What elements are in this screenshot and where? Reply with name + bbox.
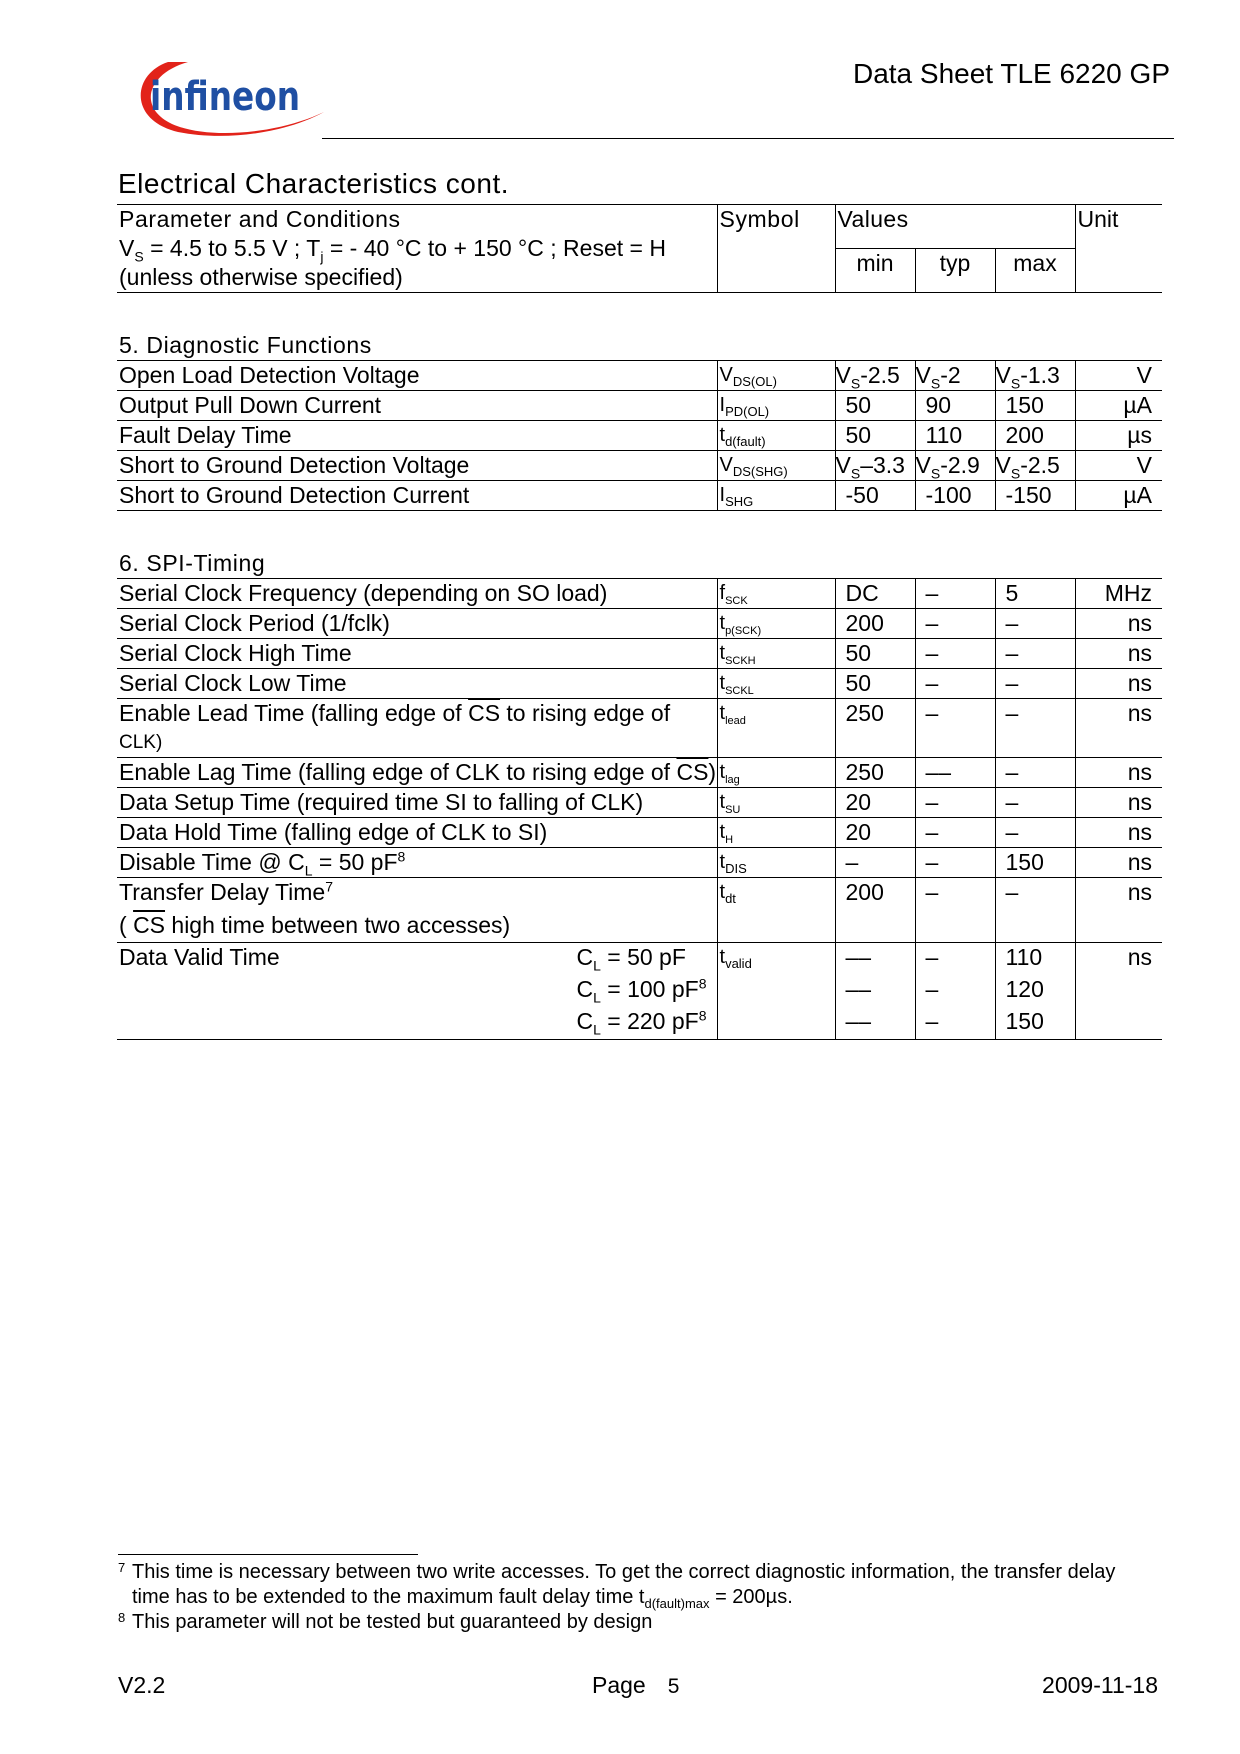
header-parameter-label: Parameter and Conditions xyxy=(119,206,401,232)
symbol-cell: $t_{dt}$ xyxy=(717,878,835,943)
max-cell: – xyxy=(995,788,1075,818)
param-cell: Serial Clock Low Time xyxy=(117,669,717,699)
page-number: 5 xyxy=(667,1675,680,1698)
load-conditions: $C_L = 50$ pF $C_L = 100$ $pF^8$ $C_L = 220$ $pF^8$ xyxy=(576,944,707,1038)
min-cell: 200 xyxy=(835,609,915,639)
header-max: max xyxy=(995,249,1075,293)
max-cell: 150 xyxy=(995,848,1075,878)
typ-cell: – xyxy=(915,609,995,639)
max-cell: – xyxy=(995,639,1075,669)
unit-cell: µs xyxy=(1075,421,1162,451)
header-min: min xyxy=(835,249,915,293)
unit-cell: V xyxy=(1075,361,1162,391)
param-cell: Short to Ground Detection Current xyxy=(117,481,717,511)
typ-cell: – xyxy=(915,579,995,609)
table-row xyxy=(117,639,1162,669)
footnotes xyxy=(118,1560,1178,1635)
table-row-data-valid xyxy=(117,943,1162,1040)
table-row xyxy=(117,818,1162,848)
unit-cell: ns xyxy=(1075,848,1162,878)
table-row xyxy=(117,699,1162,758)
header-values: Values xyxy=(835,205,1075,249)
unit-cell: ns xyxy=(1075,758,1162,788)
section-title: Electrical Characteristics cont. xyxy=(118,168,510,199)
section-heading-diagnostic: 5. Diagnostic Functions xyxy=(117,293,1162,361)
min-cell: DC xyxy=(835,579,915,609)
spi-rows xyxy=(117,579,1162,699)
param-cell: Enable Lead Time (falling edge of $\overline{CS}$ to rising edge of CLK) xyxy=(117,699,717,758)
param-cell: Serial Clock Period (1/fclk) xyxy=(117,609,717,639)
document-title: Data Sheet TLE 6220 GP xyxy=(852,58,1170,89)
max-cell: 5 xyxy=(995,579,1075,609)
table-row xyxy=(117,361,1162,391)
spi-rows-2 xyxy=(117,788,1162,848)
max-cell: – xyxy=(995,609,1075,639)
max-cell: – xyxy=(995,878,1075,943)
typ-cell: – xyxy=(915,878,995,943)
typ-cell: –– xyxy=(915,758,995,788)
unit-cell: ns xyxy=(1075,639,1162,669)
typ-cell: $V_S-2.9$ xyxy=(915,451,995,481)
table-row xyxy=(117,758,1162,788)
table-row xyxy=(117,481,1162,511)
unit-cell: µA xyxy=(1075,391,1162,421)
symbol-cell: $t_{SCKL}$ xyxy=(717,669,835,699)
min-cell: 50 xyxy=(835,391,915,421)
table-row xyxy=(117,669,1162,699)
min-cell: 50 xyxy=(835,669,915,699)
table-row xyxy=(117,421,1162,451)
max-cell: 200 xyxy=(995,421,1075,451)
unit-cell: ns xyxy=(1075,699,1162,758)
section-row-diagnostic xyxy=(117,293,1162,361)
section-row-spi xyxy=(117,511,1162,579)
min-cell: -50 xyxy=(835,481,915,511)
unit-cell: MHz xyxy=(1075,579,1162,609)
param-cell: Data Valid Time $C_L = 50$ pF $C_L = 100$ $pF^8$ $C_L = 220$ $pF^8$ xyxy=(117,943,717,1040)
symbol-cell: $t_{lag}$ xyxy=(717,758,835,788)
min-cell: $V_S-3.3$ xyxy=(835,451,915,481)
symbol-cell: $t_{p(SCK)}$ xyxy=(717,609,835,639)
max-cell: $V_S-2.5$ xyxy=(995,451,1075,481)
min-cell: 200 xyxy=(835,878,915,943)
table-row xyxy=(117,391,1162,421)
param-cell: Data Setup Time (required time SI to falling of CLK) xyxy=(117,788,717,818)
header-rule xyxy=(322,138,1174,139)
symbol-cell: $t_{SU}$ xyxy=(717,788,835,818)
max-cell: 150 xyxy=(995,391,1075,421)
max-cell: – xyxy=(995,758,1075,788)
unit-cell: µA xyxy=(1075,481,1162,511)
unit-cell: ns xyxy=(1075,788,1162,818)
min-cell: 250 xyxy=(835,758,915,788)
header-conditions-note: (unless otherwise specified) xyxy=(119,264,403,290)
electrical-characteristics-table xyxy=(117,204,1162,1040)
symbol-cell: $t_{DIS}$ xyxy=(717,848,835,878)
unit-cell: ns xyxy=(1075,878,1162,943)
footnote-7-cont: time has to be extended to the maximum fault delay time $t_{d(fault)max} = 200\mu s$. xyxy=(132,1586,793,1611)
typ-cell: – – – xyxy=(915,943,995,1040)
table-row xyxy=(117,848,1162,878)
symbol-cell: $t_{d(fault)}$ xyxy=(717,421,835,451)
footer-version: V2.2 xyxy=(118,1672,166,1698)
param-cell: Enable Lag Time (falling edge of CLK to rising edge of $\overline{CS}$) xyxy=(117,758,717,788)
table-row xyxy=(117,788,1162,818)
footer-page: Page 5 xyxy=(592,1672,680,1698)
param-cell: Serial Clock Frequency (depending on SO load) xyxy=(117,579,717,609)
min-cell: –– –– –– xyxy=(835,943,915,1040)
min-cell: 50 xyxy=(835,639,915,669)
typ-cell: -100 xyxy=(915,481,995,511)
min-cell: 20 xyxy=(835,818,915,848)
header-parameter-cell xyxy=(117,205,717,293)
diagnostic-rows xyxy=(117,361,1162,511)
max-cell: 110 120 150 xyxy=(995,943,1075,1040)
typ-cell: 110 xyxy=(915,421,995,451)
param-cell: Disable Time @ $C_L = 50$ $pF^8$ xyxy=(117,848,717,878)
param-cell: Short to Ground Detection Voltage xyxy=(117,451,717,481)
unit-cell: ns xyxy=(1075,669,1162,699)
unit-cell: ns xyxy=(1075,609,1162,639)
min-cell: 250 xyxy=(835,699,915,758)
table-row xyxy=(117,878,1162,943)
footer-date: 2009-11-18 xyxy=(1042,1672,1158,1698)
header-symbol: Symbol xyxy=(717,205,835,293)
typ-cell: – xyxy=(915,639,995,669)
min-cell: 20 xyxy=(835,788,915,818)
max-cell: -150 xyxy=(995,481,1075,511)
max-cell: – xyxy=(995,818,1075,848)
logo-wordmark: infineon xyxy=(150,74,300,120)
unit-cell: ns xyxy=(1075,818,1162,848)
symbol-cell: $V_{DS(SHG)}$ xyxy=(717,451,835,481)
section-heading-spi: 6. SPI-Timing xyxy=(117,511,1162,579)
max-cell: – xyxy=(995,669,1075,699)
table-row xyxy=(117,579,1162,609)
symbol-cell: $t_H$ xyxy=(717,818,835,848)
header-typ: typ xyxy=(915,249,995,293)
header-unit: Unit xyxy=(1075,205,1162,293)
max-cell: $V_S-1.3$ xyxy=(995,361,1075,391)
min-cell: 50 xyxy=(835,421,915,451)
table-header-row xyxy=(117,205,1162,249)
symbol-cell: $t_{valid}$ xyxy=(717,943,835,1040)
header-conditions: $V_S = 4.5$ to 5.5 V ; $T_j$ = - 40 °C to + 150 °C ; Reset = H xyxy=(119,235,666,265)
footnote-7: 7 This time is necessary between two write accesses. To get the correct diagnostic information, the transfer delay xyxy=(118,1560,1116,1583)
symbol-cell: $t_{lead}$ xyxy=(717,699,835,758)
footnote-8: 8 This parameter will not be tested but guaranteed by design xyxy=(118,1610,653,1633)
symbol-cell: $f_{SCK}$ xyxy=(717,579,835,609)
param-cell: Data Hold Time (falling edge of CLK to SI) xyxy=(117,818,717,848)
param-cell: Fault Delay Time xyxy=(117,421,717,451)
symbol-cell: $V_{DS(OL)}$ xyxy=(717,361,835,391)
symbol-cell: $I_{PD(OL)}$ xyxy=(717,391,835,421)
typ-cell: – xyxy=(915,848,995,878)
min-cell: $V_S-2.5$ xyxy=(835,361,915,391)
typ-cell: $V_S-2$ xyxy=(915,361,995,391)
param-cell: Open Load Detection Voltage xyxy=(117,361,717,391)
typ-cell: 90 xyxy=(915,391,995,421)
footnote-rule xyxy=(118,1554,418,1555)
param-cell: Transfer Delay Time$^7$ ( $\overline{CS}$ high time between two accesses) xyxy=(117,878,717,943)
typ-cell: – xyxy=(915,699,995,758)
symbol-cell: $I_{SHG}$ xyxy=(717,481,835,511)
symbol-cell: $t_{SCKH}$ xyxy=(717,639,835,669)
table-row xyxy=(117,609,1162,639)
unit-cell: V xyxy=(1075,451,1162,481)
infineon-logo xyxy=(128,50,328,146)
param-cell: Output Pull Down Current xyxy=(117,391,717,421)
typ-cell: – xyxy=(915,669,995,699)
param-cell: Serial Clock High Time xyxy=(117,639,717,669)
min-cell: – xyxy=(835,848,915,878)
typ-cell: – xyxy=(915,818,995,848)
unit-cell: ns xyxy=(1075,943,1162,1040)
max-cell: – xyxy=(995,699,1075,758)
table-row xyxy=(117,451,1162,481)
typ-cell: – xyxy=(915,788,995,818)
